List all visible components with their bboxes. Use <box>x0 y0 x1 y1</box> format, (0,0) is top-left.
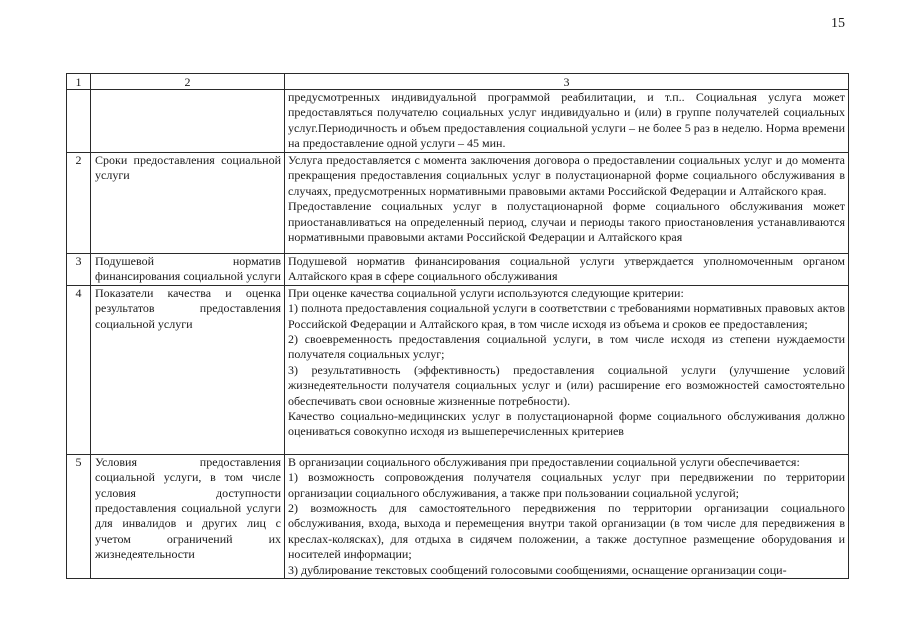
description-paragraph: Услуга предоставляется с момента заключения договора о предоставлении социальных услуг и до момента прекращения предоставления социальных услуг в полустационарной форме социального обслуживания в случаях, предусмотренных нормативными правовыми актами Российской Федерации и Алтайского края. <box>288 153 845 198</box>
header-col-3: 3 <box>285 74 849 90</box>
description-paragraph: 2) возможность для самостоятельного передвижения по территории организации социального обслуживания, входа, выхода и перемещения внутри такой организации (в том числе для передвижения в креслах-колясках), для отдыха в сидячем положении, а также доступное размещение оборудования и носителей информации; <box>288 501 845 562</box>
row-number: 2 <box>67 153 91 254</box>
table-row-quality <box>67 285 849 454</box>
row-description <box>285 254 849 286</box>
continuation-paragraph: предусмотренных индивидуальной программой реабилитации, и т.п.. Социальная услуга может предоставляться получателю социальных услуг индивидуально и (или) в группе получателей социальных услуг.Периодичность и объем предоставления социальной услуги – не более 5 раз в неделю. Норма времени на предоставление одной услуги – 45 мин. <box>288 90 845 151</box>
description-paragraph: При оценке качества социальной услуги используются следующие критерии: <box>288 285 684 300</box>
row-number: 5 <box>67 454 91 578</box>
row-number-cell <box>67 90 91 153</box>
description-paragraph: Подушевой норматив финансирования социальной услуги утверждается уполномоченным органом Алтайского края в сфере социального обслуживания <box>288 254 845 284</box>
table-row-financing <box>67 254 849 286</box>
header-col-2: 2 <box>91 74 285 90</box>
table-header-row <box>67 74 849 90</box>
row-description <box>285 285 849 454</box>
table-row-terms <box>67 153 849 254</box>
row-description <box>285 153 849 254</box>
row-number: 4 <box>67 285 91 454</box>
description-paragraph: 1) возможность сопровождения получателя социальных услуг при передвижении по территории организации социального обслуживания, а также при пользовании социальной услугой; <box>288 470 845 500</box>
row-description <box>285 454 849 578</box>
table-row-continuation <box>67 90 849 153</box>
table-row-conditions <box>67 454 849 578</box>
header-col-1: 1 <box>67 74 91 90</box>
description-paragraph: Предоставление социальных услуг в полустационарной форме социального обслуживания может приостанавливаться на определенный период, случаи и периоды такого приостановления устанавливаются нормативными правовыми актами Российской Федерации и Алтайского края <box>288 199 845 245</box>
description-paragraph: В организации социального обслуживания при предоставлении социальной услуги обеспечивается: <box>288 454 800 469</box>
row-name-cell <box>91 90 285 153</box>
row-name: Сроки предоставления социальной услуги <box>91 153 285 254</box>
description-paragraph: 1) полнота предоставления социальной услуги в соответствии с требованиями нормативных правовых актов Российской Федерации и Алтайского края, в том числе исходя из объема и сроков ее предоставления; <box>288 301 845 331</box>
row-number: 3 <box>67 254 91 286</box>
description-paragraph: 2) своевременность предоставления социальной услуги, в том числе исходя из степени нуждаемости получателя социальных услуг; <box>288 332 845 362</box>
social-service-standard-table <box>66 73 849 579</box>
row-name: Подушевой норматив финансирования социальной услуги <box>91 254 285 286</box>
row-name: Показатели качества и оценка результатов предоставления социальной услуги <box>91 285 285 454</box>
description-paragraph: 3) результативность (эффективность) предоставления социальной услуги (улучшение условий жизнедеятельности получателя социальных услуг и (или) расширение его возможностей самостоятельно обеспечивать свои основные жизненные потребности). <box>288 362 845 408</box>
row-name: Условия предоставления социальной услуги, в том числе условия доступности предоставления социальной услуги для инвалидов и других лиц с учетом ограничений их жизнедеятельности <box>91 454 285 578</box>
description-paragraph: Качество социально-медицинских услуг в полустационарной форме социального обслуживания должно оцениваться совокупно исходя из вышеперечисленных критериев <box>288 409 845 439</box>
description-paragraph: 3) дублирование текстовых сообщений голосовыми сообщениями, оснащение организации соци- <box>288 562 787 577</box>
row-description-cell <box>285 90 849 153</box>
page-number: 15 <box>831 16 845 31</box>
